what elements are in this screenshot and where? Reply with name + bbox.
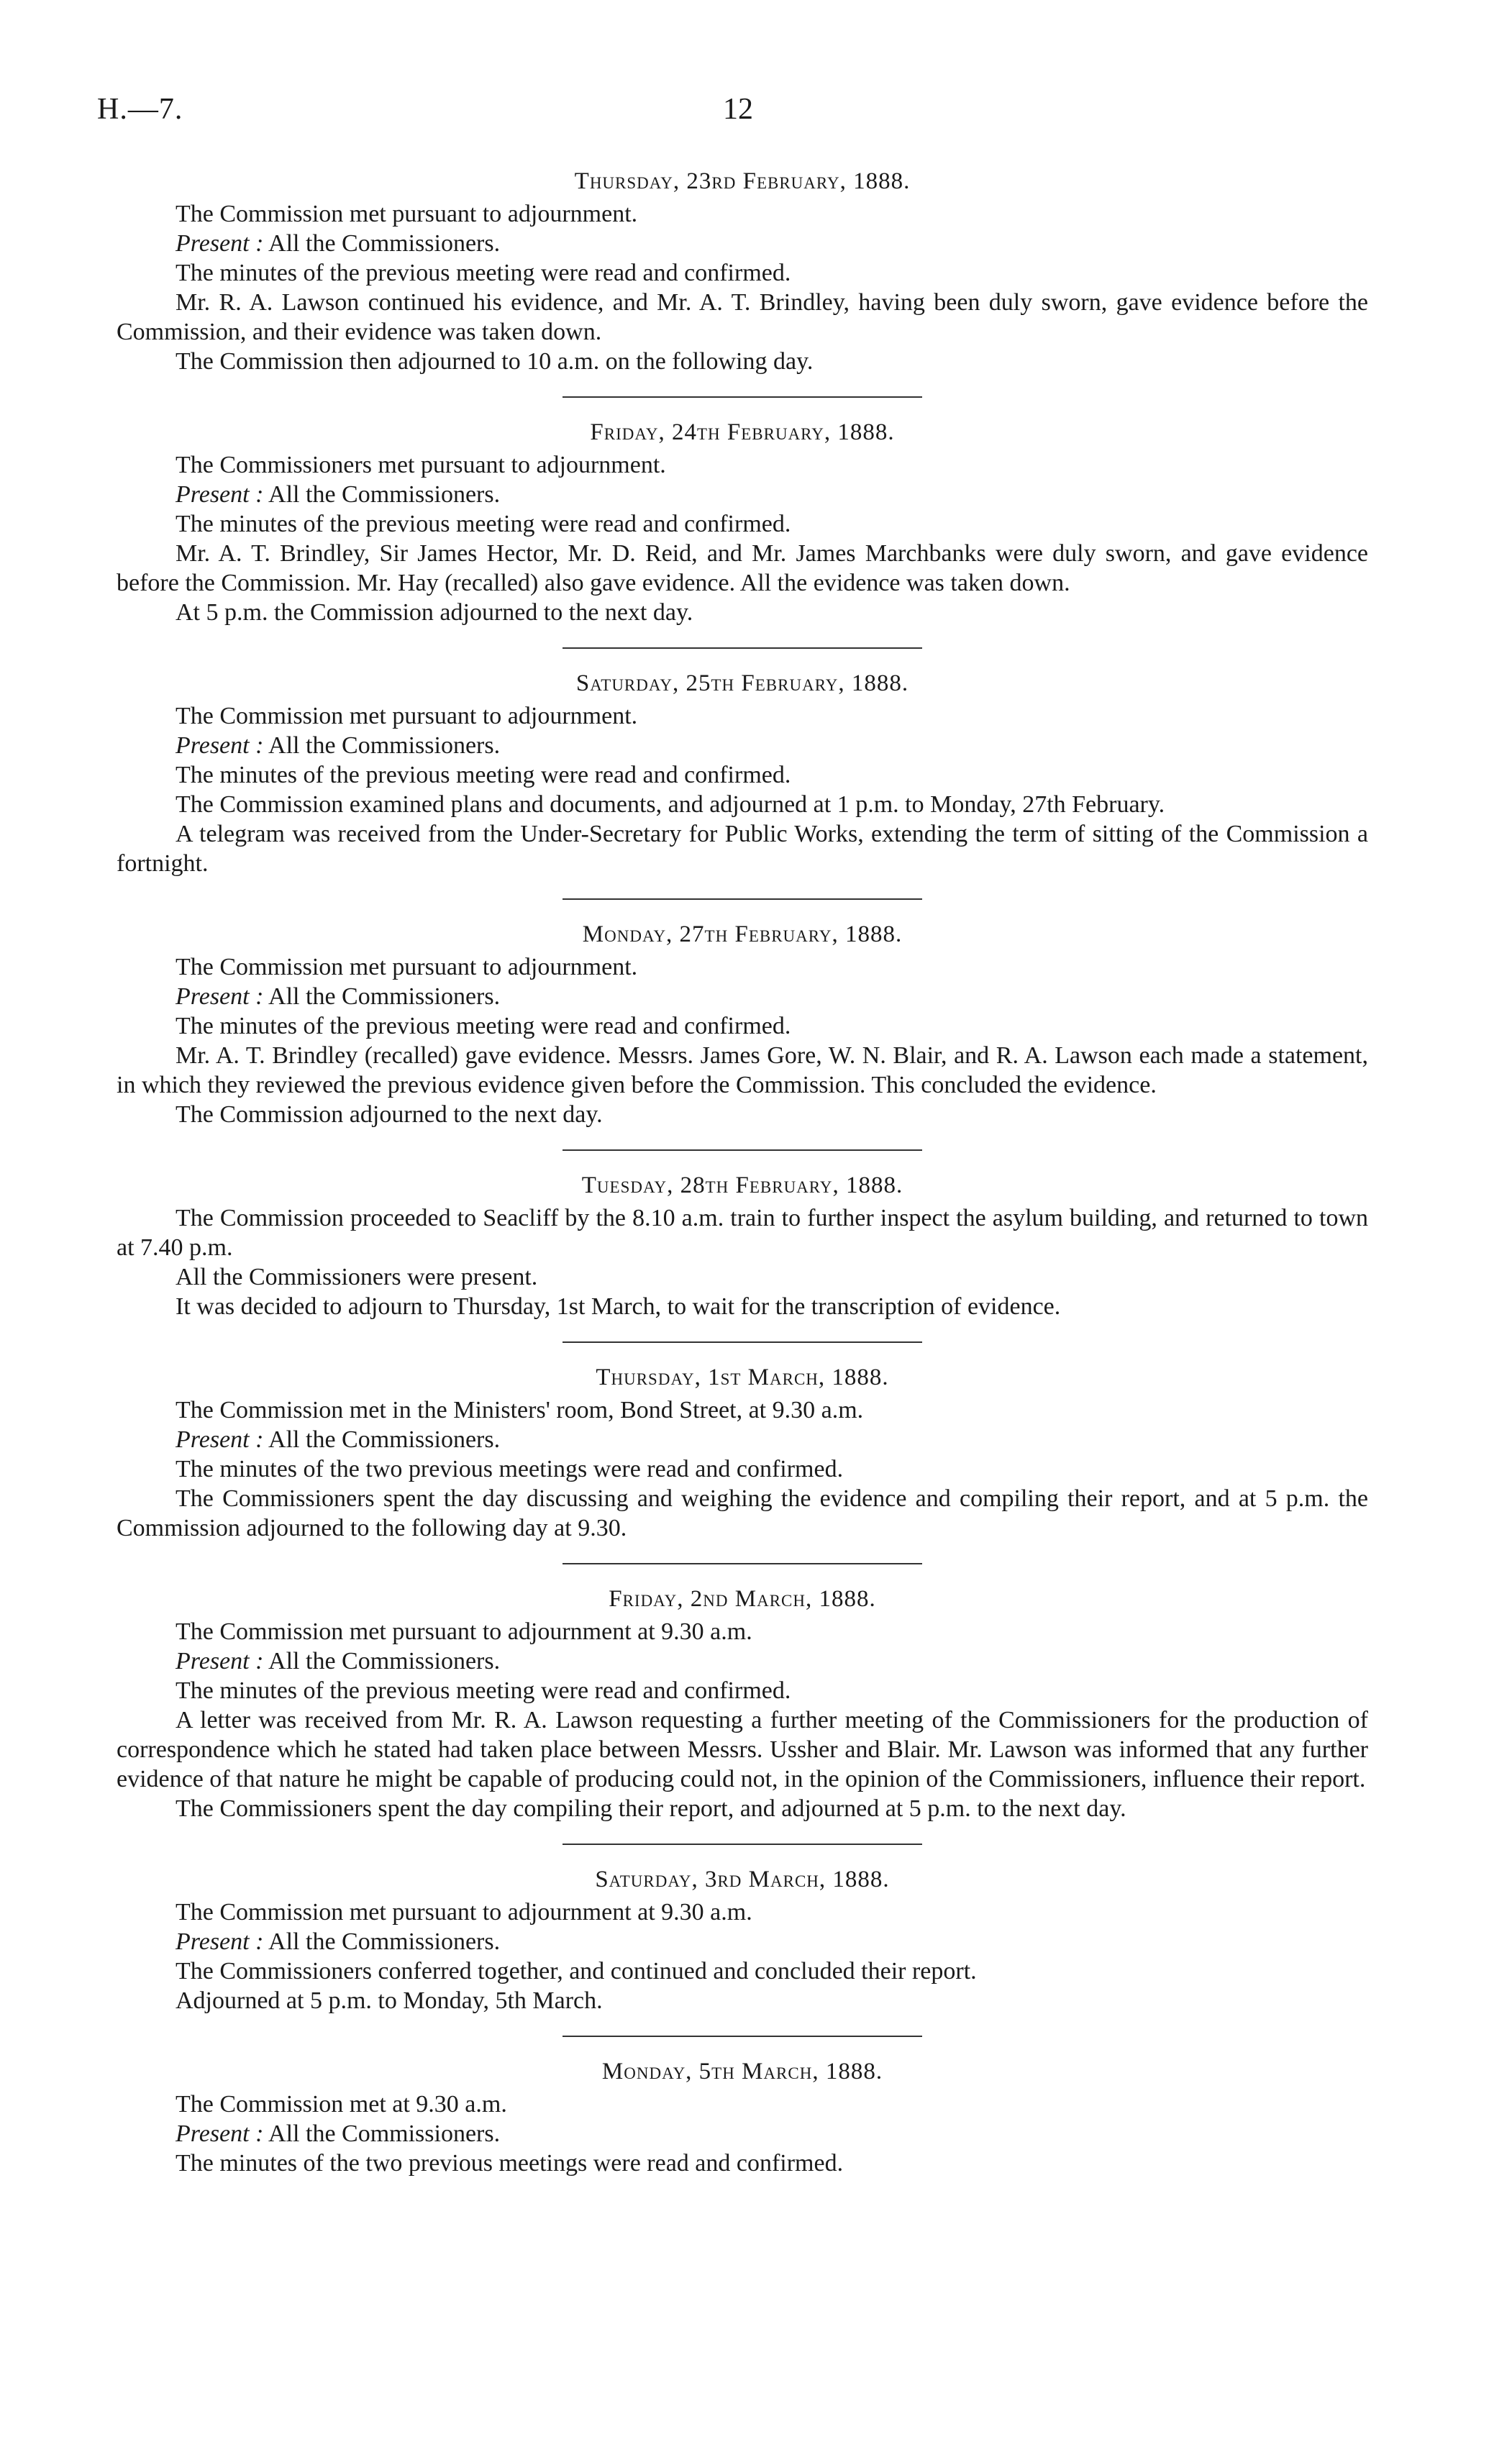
minutes-paragraph: The minutes of the previous meeting were read and confirmed. <box>176 260 791 286</box>
minutes-paragraph: Mr. A. T. Brindley, Sir James Hector, Mr. D. Reid, and Mr. James Marchbanks were duly sworn, and gave evidence before the Commission. Mr. Hay (recalled) also gave evidence. All the evidence was taken down. <box>117 540 1368 596</box>
present-label: Present : <box>176 983 264 1010</box>
present-text: All the Commissioners. <box>268 732 501 759</box>
minutes-paragraph: It was decided to adjourn to Thursday, 1st March, to wait for the transcription of evidence. <box>176 1293 1061 1320</box>
present-label: Present : <box>176 1426 264 1453</box>
minutes-paragraph: The Commission met pursuant to adjournment at 9.30 a.m. <box>176 1899 752 1926</box>
present-text: All the Commissioners. <box>268 2120 501 2147</box>
section-divider <box>563 396 922 398</box>
minutes-paragraph: The minutes of the previous meeting were read and confirmed. <box>176 762 791 788</box>
section-divider <box>563 1563 922 1564</box>
entry-date-heading: Monday, 27th February, 1888. <box>582 921 903 947</box>
minutes-body <box>117 167 1368 2178</box>
minutes-paragraph: All the Commissioners were present. <box>176 1264 538 1290</box>
page-number: 12 <box>723 93 753 126</box>
section-divider <box>563 1341 922 1343</box>
present-line <box>117 480 1368 509</box>
present-text: All the Commissioners. <box>268 983 501 1010</box>
present-line <box>117 1927 1368 1956</box>
entry-date-heading: Saturday, 25th February, 1888. <box>575 670 909 696</box>
minutes-paragraph: The minutes of the two previous meetings were read and confirmed. <box>176 1456 844 1482</box>
minutes-paragraph: At 5 p.m. the Commission adjourned to the next day. <box>176 599 693 626</box>
present-line <box>117 1425 1368 1454</box>
present-line <box>117 229 1368 258</box>
minutes-paragraph: The Commissioners met pursuant to adjournment. <box>176 452 666 478</box>
entry-date-heading: Tuesday, 28th February, 1888. <box>581 1172 903 1198</box>
present-line <box>117 2119 1368 2148</box>
minutes-entry <box>117 669 1368 878</box>
minutes-entry <box>117 1865 1368 2015</box>
minutes-paragraph: The Commission then adjourned to 10 a.m. on the following day. <box>176 348 814 375</box>
present-text: All the Commissioners. <box>268 1426 501 1453</box>
entry-date-heading: Thursday, 1st March, 1888. <box>596 1364 889 1390</box>
minutes-paragraph: The Commissioners spent the day compiling their report, and adjourned at 5 p.m. to the next day. <box>176 1795 1126 1822</box>
present-text: All the Commissioners. <box>268 230 501 257</box>
minutes-entry <box>117 920 1368 1129</box>
minutes-paragraph: The Commission adjourned to the next day. <box>176 1101 603 1128</box>
entry-date-heading: Friday, 2nd March, 1888. <box>609 1586 876 1612</box>
minutes-paragraph: The Commissioners conferred together, and continued and concluded their report. <box>176 1958 977 1985</box>
present-label: Present : <box>176 2120 264 2147</box>
minutes-paragraph: Mr. A. T. Brindley (recalled) gave evidence. Messrs. James Gore, W. N. Blair, and R. A. Lawson each made a statement, in which they reviewed the previous evidence given before the Commission. This concluded the evidence. <box>117 1042 1368 1098</box>
present-line <box>117 982 1368 1011</box>
minutes-entry <box>117 167 1368 376</box>
section-divider <box>563 647 922 649</box>
minutes-entry <box>117 2057 1368 2178</box>
minutes-paragraph: The minutes of the previous meeting were read and confirmed. <box>176 1013 791 1039</box>
minutes-paragraph: A letter was received from Mr. R. A. Lawson requesting a further meeting of the Commissioners for the production of correspondence which he stated had taken place between Messrs. Ussher and Blair. Mr. Lawson was informed that any further evidence of that nature he might be capable of producing could not, in the opinion of the Commissioners, influence their report. <box>117 1707 1368 1792</box>
entry-date-heading: Monday, 5th March, 1888. <box>601 2059 883 2084</box>
minutes-paragraph: The minutes of the previous meeting were read and confirmed. <box>176 1677 791 1704</box>
present-line <box>117 731 1368 760</box>
present-text: All the Commissioners. <box>268 1648 501 1674</box>
section-divider <box>563 1149 922 1151</box>
minutes-paragraph: The Commission met pursuant to adjournment. <box>176 954 638 980</box>
minutes-paragraph: The Commission examined plans and documents, and adjourned at 1 p.m. to Monday, 27th February. <box>176 791 1165 818</box>
minutes-entry <box>117 418 1368 627</box>
section-divider <box>563 2036 922 2037</box>
minutes-paragraph: A telegram was received from the Under-Secretary for Public Works, extending the term of sitting of the Commission a fortnight. <box>117 821 1368 877</box>
minutes-paragraph: The Commission met in the Ministers' room, Bond Street, at 9.30 a.m. <box>176 1397 864 1423</box>
section-divider <box>563 1844 922 1845</box>
present-label: Present : <box>176 230 264 257</box>
page-code: H.—7. <box>97 93 183 126</box>
present-label: Present : <box>176 732 264 759</box>
minutes-paragraph: The minutes of the previous meeting were read and confirmed. <box>176 511 791 537</box>
present-label: Present : <box>176 1928 264 1955</box>
minutes-paragraph: The Commission met pursuant to adjournment at 9.30 a.m. <box>176 1618 752 1645</box>
minutes-paragraph: The Commissioners spent the day discussing and weighing the evidence and compiling their report, and at 5 p.m. the Commission adjourned to the following day at 9.30. <box>117 1485 1368 1541</box>
present-label: Present : <box>176 1648 264 1674</box>
minutes-paragraph: The Commission met pursuant to adjournment. <box>176 703 638 729</box>
minutes-paragraph: The Commission proceeded to Seacliff by the 8.10 a.m. train to further inspect the asylum building, and returned to town at 7.40 p.m. <box>117 1205 1368 1261</box>
present-line <box>117 1646 1368 1676</box>
minutes-paragraph: The minutes of the two previous meetings were read and confirmed. <box>176 2150 844 2177</box>
minutes-paragraph: Mr. R. A. Lawson continued his evidence, and Mr. A. T. Brindley, having been duly sworn, gave evidence before the Commission, and their evidence was taken down. <box>117 289 1368 345</box>
minutes-paragraph: The Commission met pursuant to adjournment. <box>176 201 638 227</box>
minutes-entry <box>117 1171 1368 1321</box>
minutes-paragraph: Adjourned at 5 p.m. to Monday, 5th March. <box>176 1987 603 2014</box>
present-label: Present : <box>176 481 264 508</box>
minutes-paragraph: The Commission met at 9.30 a.m. <box>176 2091 507 2118</box>
entry-date-heading: Saturday, 3rd March, 1888. <box>595 1867 890 1892</box>
page-header <box>97 92 1415 135</box>
present-text: All the Commissioners. <box>268 481 501 508</box>
present-text: All the Commissioners. <box>268 1928 501 1955</box>
entry-date-heading: Thursday, 23rd February, 1888. <box>574 168 911 194</box>
minutes-entry <box>117 1585 1368 1823</box>
entry-date-heading: Friday, 24th February, 1888. <box>590 419 895 445</box>
minutes-entry <box>117 1363 1368 1543</box>
section-divider <box>563 898 922 900</box>
